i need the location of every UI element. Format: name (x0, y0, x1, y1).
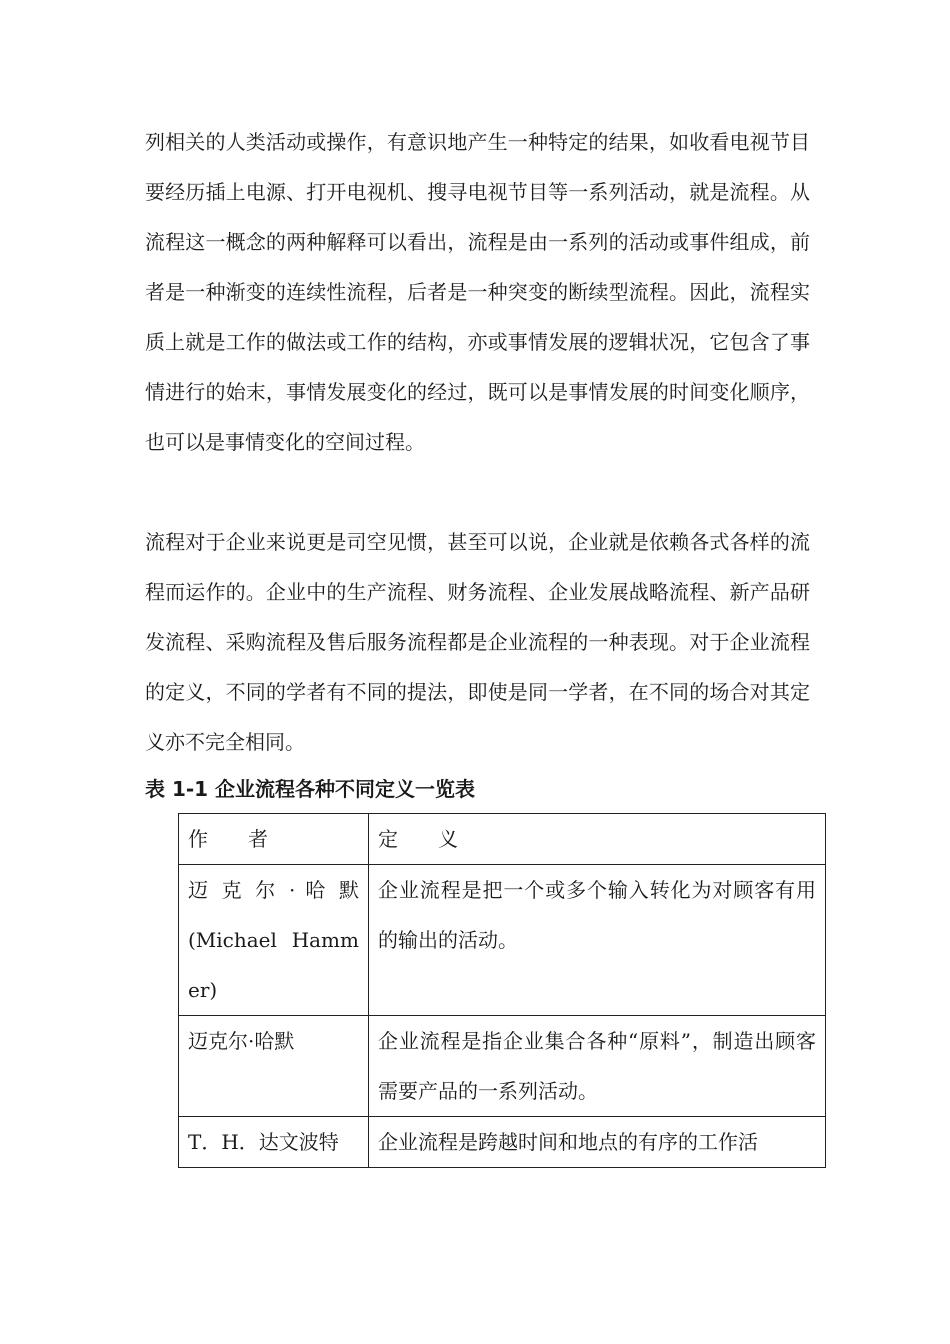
author-cell (179, 1117, 369, 1168)
definition-cell (369, 1117, 826, 1168)
author-cell (179, 865, 369, 1016)
definition-cell (369, 1016, 826, 1117)
definition-text: 企业流程是指企业集合各种“原料”，制造出顾客需要产品的一系列活动。 (378, 1029, 816, 1103)
table-row (179, 1117, 826, 1168)
header-definition: 定 义 (369, 814, 826, 865)
definition-text: 企业流程是跨越时间和地点的有序的工作活 (378, 1130, 758, 1154)
body-paragraph-1: 列相关的人类活动或操作，有意识地产生一种特定的结果，如收看电视节目要经历插上电源、打开电视机、搜寻电视节目等一系列活动，就是流程。从流程这一概念的两种解释可以看出，流程是由一系列的活动或事件组成，前者是一种渐变的连续性流程，后者是一种突变的断续型流程。因此，流程实质上就是工作的做法或工作的结构，亦或事情发展的逻辑状况，它包含了事情进行的始末，事情发展变化的经过，既可以是事情发展的时间变化顺序，也可以是事情变化的空间过程。 (145, 130, 810, 454)
author-text: 迈 克 尔 · 哈 默 (Michael Hammer) (188, 878, 359, 1002)
definition-text: 企业流程是把一个或多个输入转化为对顾客有用的输出的活动。 (378, 878, 816, 952)
definitions-table (178, 813, 826, 1168)
table-header-row (179, 814, 826, 865)
table-row (179, 865, 826, 1016)
author-cell (179, 1016, 369, 1117)
body-paragraph-2: 流程对于企业来说更是司空见惯，甚至可以说，企业就是依赖各式各样的流程而运作的。企业中的生产流程、财务流程、企业发展战略流程、新产品研发流程、采购流程及售后服务流程都是企业流程的一种表现。对于企业流程的定义，不同的学者有不同的提法，即使是同一学者，在不同的场合对其定义亦不完全相同。 (145, 530, 810, 754)
header-author: 作 者 (179, 814, 369, 865)
table-row (179, 1016, 826, 1117)
author-text: 迈克尔·哈默 (188, 1029, 295, 1053)
definition-cell (369, 865, 826, 1016)
author-text: T．H．达文波特 (188, 1130, 339, 1154)
table-caption: 表 1-1 企业流程各种不同定义一览表 (145, 777, 476, 801)
